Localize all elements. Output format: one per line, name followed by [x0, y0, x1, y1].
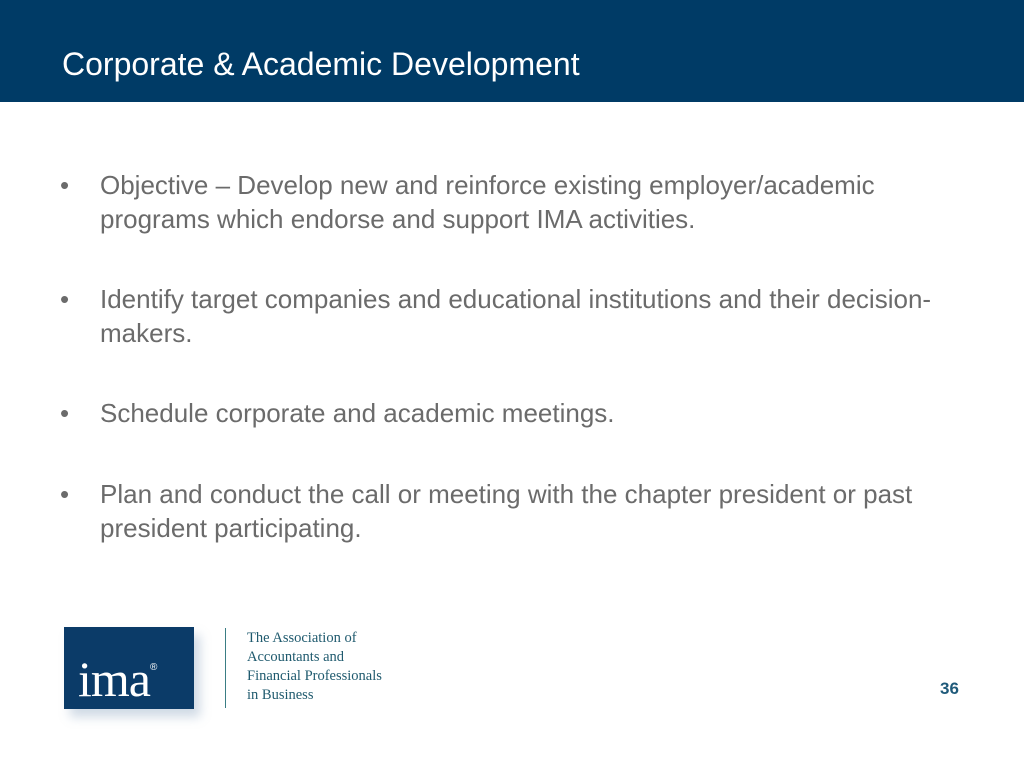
- bullet-text: Identify target companies and educational institutions and their decision-makers.: [100, 284, 932, 348]
- page-number: 36: [940, 679, 959, 698]
- tagline-line: Financial Professionals: [247, 668, 382, 684]
- bullet-text: Plan and conduct the call or meeting with the chapter president or past president participating.: [100, 479, 913, 543]
- bullet-marker: •: [60, 479, 70, 509]
- bullet-item-objective: [60, 168, 960, 236]
- logo-divider: [225, 628, 226, 708]
- tagline-line: in Business: [247, 687, 314, 703]
- bullet-item-schedule-meetings: [60, 396, 960, 430]
- tagline-line: The Association of: [247, 630, 357, 646]
- registered-mark: ®: [149, 662, 158, 673]
- ima-logo-wordmark: [78, 639, 157, 708]
- ima-tagline: [247, 629, 382, 705]
- slide-title: Corporate & Academic Development: [62, 46, 580, 82]
- bullet-marker: •: [60, 170, 70, 200]
- bullet-item-plan-call: [60, 477, 960, 545]
- bullet-marker: •: [60, 398, 70, 428]
- bullet-text: Schedule corporate and academic meetings.: [100, 398, 615, 428]
- bullet-marker: •: [60, 284, 70, 314]
- bullet-list: [60, 168, 960, 591]
- bullet-item-identify-targets: [60, 282, 960, 350]
- bullet-text: Objective – Develop new and reinforce existing employer/academic programs which endorse and support IMA activities.: [100, 170, 875, 234]
- tagline-line: Accountants and: [247, 649, 345, 665]
- ima-logo: [64, 627, 194, 709]
- ima-logo-letters: ima: [78, 651, 150, 707]
- title-bar: [0, 0, 1024, 102]
